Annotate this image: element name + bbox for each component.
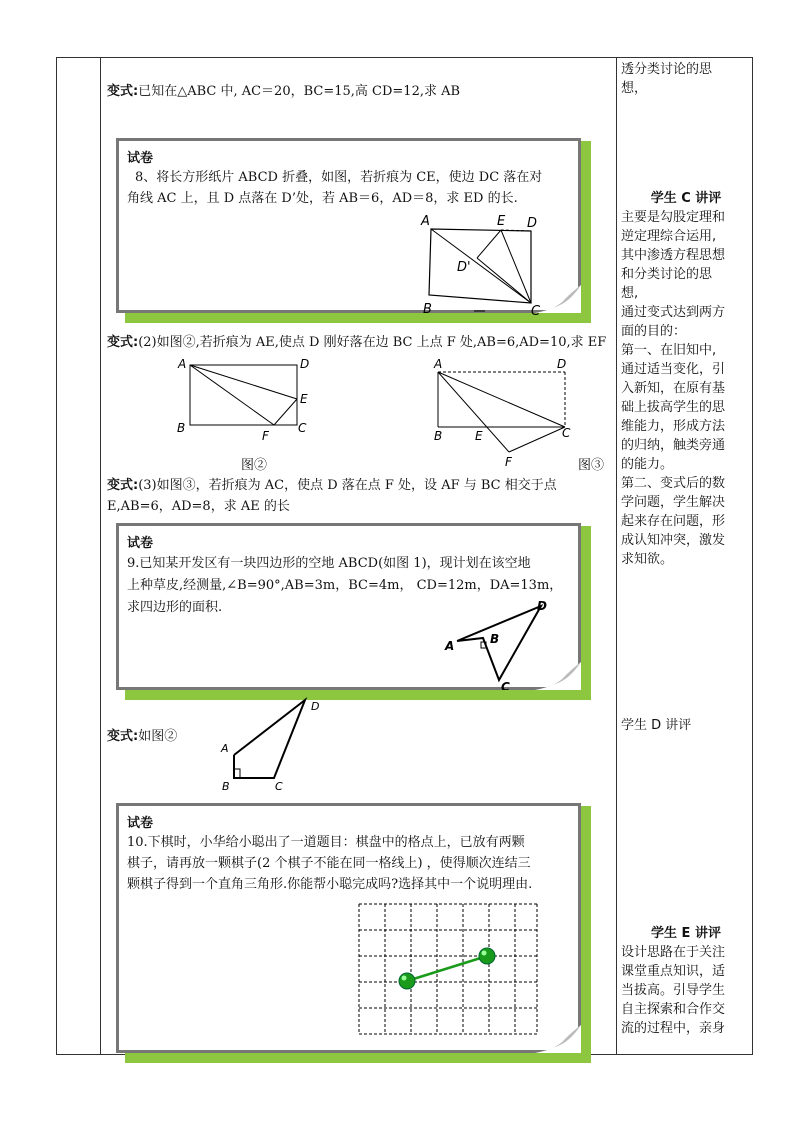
figure-variant-4 xyxy=(218,696,328,790)
svg-text:D: D xyxy=(537,599,547,613)
svg-text:C: C xyxy=(501,680,510,690)
svg-text:F: F xyxy=(505,455,512,469)
label-B: B xyxy=(423,302,432,317)
svg-text:A: A xyxy=(445,639,455,653)
variant-1: 变式:已知在△ABC 中, AC＝20，BC=15,高 CD=12,求 AB xyxy=(107,84,461,99)
side-notes: 透分类讨论的思 想， xyxy=(621,62,713,96)
figure-q8 xyxy=(419,211,549,317)
chess-piece-icon xyxy=(479,948,495,964)
question-8-text: 8、将长方形纸片 ABCD 折叠，如图，若折痕为 CE，使边 DC 落在对 角线 AC 上，且 D 点落在 D’处，若 AB＝6，AD＝8，求 ED 的长. xyxy=(127,170,543,206)
svg-text:A: A xyxy=(434,357,443,371)
exam-card-8 xyxy=(116,138,581,317)
figure-q9 xyxy=(439,598,554,690)
label-A: A xyxy=(421,214,430,229)
student-e-section: 学生 E 讲评 设计思路在于关注 课堂重点知识，适 当拔高。引导学生 自主探索和合作交 流的过程中，亲身 xyxy=(621,924,751,1038)
figure-2 xyxy=(170,352,320,446)
svg-text:B: B xyxy=(490,632,500,646)
chess-piece-icon xyxy=(399,973,415,989)
variant-2: 变式:(2)如图②,若折痕为 AE,使点 D 刚好落在边 BC 上点 F 处,AB=6,AD=10,求 EF xyxy=(107,335,607,350)
page-curl-icon xyxy=(535,1025,581,1053)
svg-text:B: B xyxy=(222,780,230,790)
question-10-text: 10.下棋时，小华给小聪出了一道题目：棋盘中的格点上，已放有两颗 棋子，请再放一颗棋子(2 个棋子不能在同一格线上) ，使得顺次连结三 颗棋子得到一个直角三角形.你能帮小聪完成吗?选择其中一个说明理由. xyxy=(127,835,533,892)
fig3-caption: 图③ xyxy=(578,458,605,473)
student-e-heading: 学生 E 讲评 xyxy=(651,926,721,941)
label-D: D xyxy=(527,216,538,231)
student-c-section: 学生 C 讲评 主要是勾股定理和 逆定理综合运用, 其中渗透方程思想 和分类讨论的思 想, 通过变式达到两方 面的目的： 第一、在旧知中, 通过适当变化，引 入新知，在原有基 础上拔高学生的思 维能力，形成方法 的归纳，触类旁通 的能力。 第二、变式后的数 学问题，学生解决 起来存在问题，形 成认知冲突，激发 求知欲。 xyxy=(621,189,751,569)
column-divider xyxy=(616,58,617,1054)
student-d-heading: 学生 D 讲评 xyxy=(621,718,692,733)
variant-4: 变式:如图② xyxy=(107,729,178,744)
label-E: E xyxy=(497,214,506,229)
svg-text:B: B xyxy=(177,421,186,435)
svg-text:F: F xyxy=(262,429,269,443)
fig2-caption: 图② xyxy=(241,458,268,473)
exam-card-9 xyxy=(116,523,581,690)
svg-text:C: C xyxy=(298,421,307,435)
card-title: 试卷 xyxy=(127,536,154,551)
exam-card-10 xyxy=(116,803,581,1053)
svg-text:D: D xyxy=(311,700,320,713)
svg-text:A: A xyxy=(178,357,187,371)
card-title: 试卷 xyxy=(127,151,154,166)
svg-text:E: E xyxy=(475,429,483,443)
svg-text:D: D xyxy=(300,357,310,371)
chessboard-grid xyxy=(355,900,541,1040)
svg-text:C: C xyxy=(275,780,283,790)
svg-text:C: C xyxy=(562,426,571,440)
student-c-heading: 学生 C 讲评 xyxy=(650,191,722,206)
svg-text:A: A xyxy=(221,742,229,755)
label-C: C xyxy=(531,304,541,317)
svg-text:B: B xyxy=(434,429,443,443)
card-title: 试卷 xyxy=(127,816,154,831)
figure-3 xyxy=(425,352,585,472)
svg-text:E: E xyxy=(300,392,308,406)
variant-3: 变式:(3)如图③，若折痕为 AC，使点 D 落在点 F 处，设 AF 与 BC 相交于点 E,AB=6，AD=8，求 AE 的长 xyxy=(107,478,557,514)
question-9-text: 9.已知某开发区有一块四边形的空地 ABCD(如图 1)，现计划在该空地 上种草皮,经测量,∠B=90°,AB=3m，BC=4m， CD=12m，DA=13m， 求四边形的面积. xyxy=(127,556,563,615)
svg-text:D: D xyxy=(557,357,567,371)
column-divider xyxy=(100,58,101,1054)
label-Dprime: D' xyxy=(457,260,471,275)
